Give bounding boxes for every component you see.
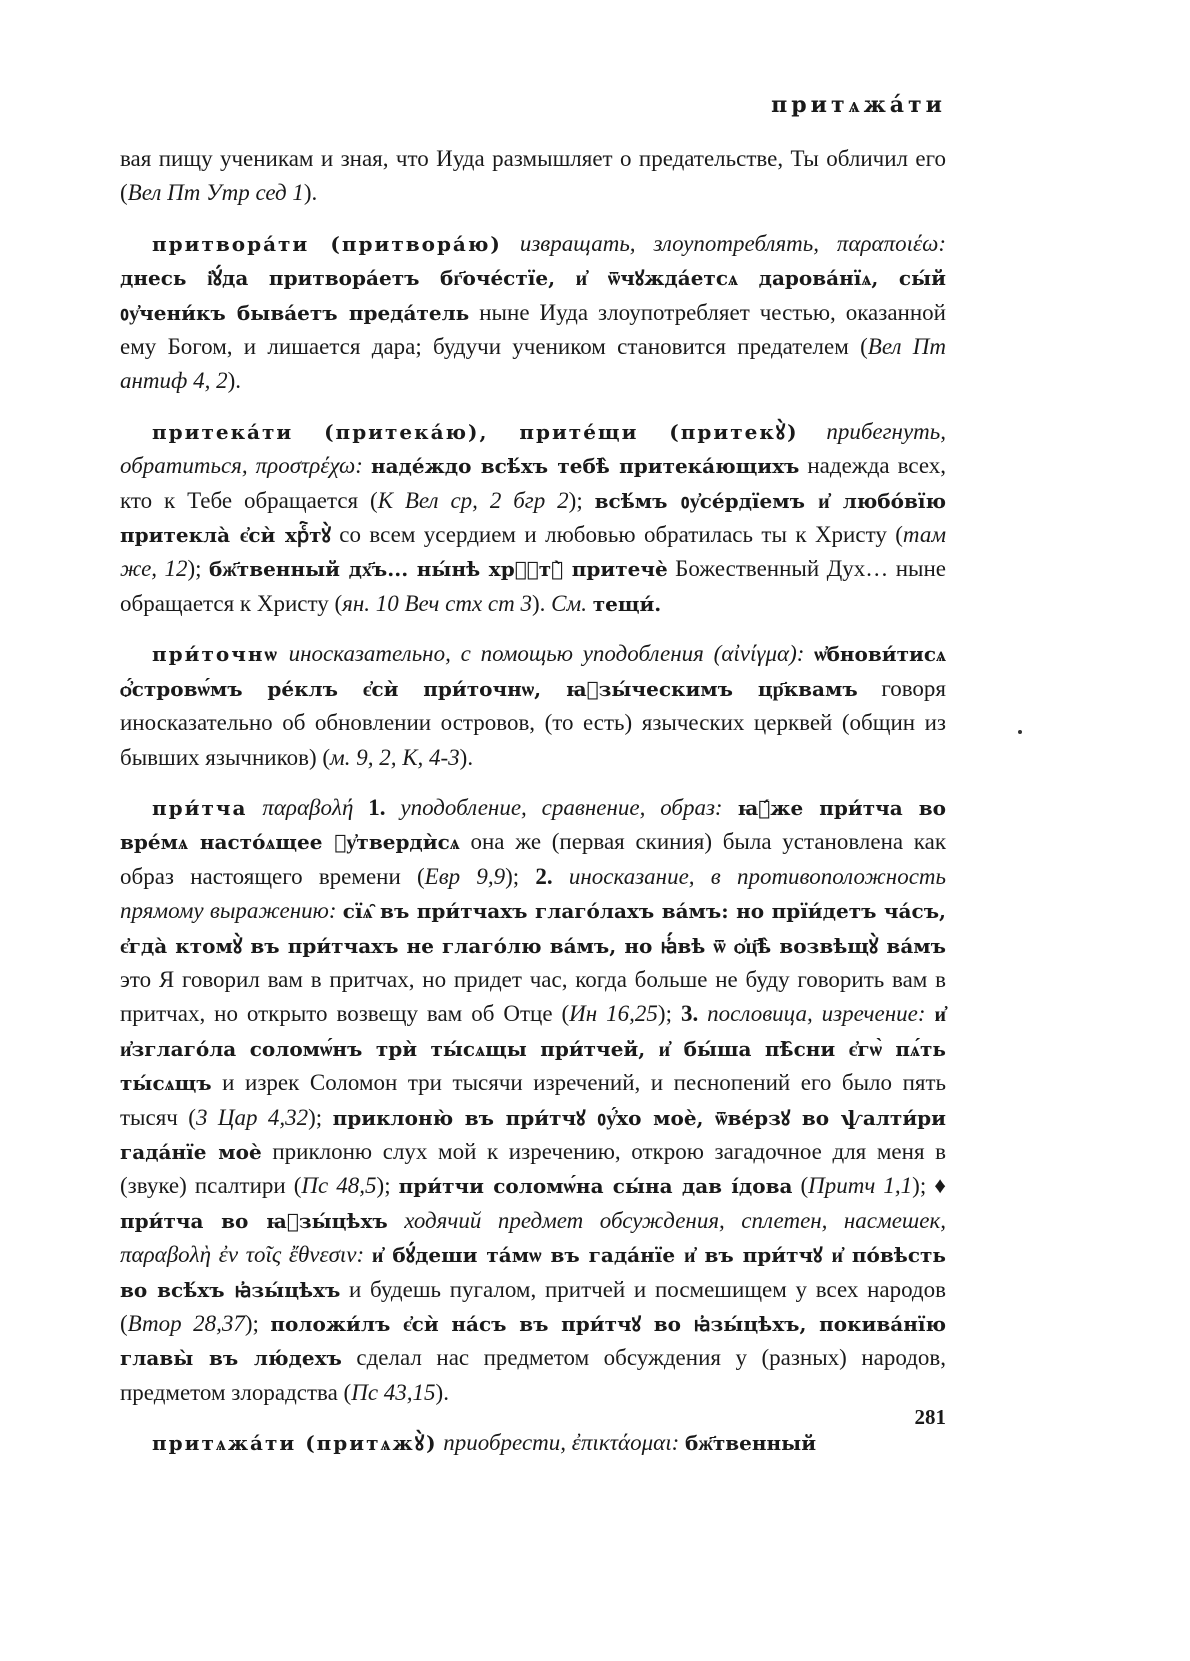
punct: ); — [308, 1104, 323, 1130]
definition: иносказание, в противоположность прямому выражению: — [120, 863, 946, 924]
reference: Притч 1,1 — [808, 1173, 913, 1199]
punct: ); — [568, 487, 583, 513]
entry-pritiazhati — [120, 1426, 946, 1460]
idiom-marker-icon: ♦ — [934, 1173, 947, 1199]
translation: это Я говорил вам в притчах, но придет час, когда больше не буду говорить вам в притчах, но открыто возвещу вам об Отце ( — [120, 966, 946, 1027]
punct: ); — [912, 1173, 927, 1199]
definition: иносказательно, с помощью уподобления — [288, 641, 704, 667]
church-slavonic-quote: наде́ждо всѣ́хъ тебѣ̀ притека́ющихъ — [370, 454, 800, 479]
reference: там же, 12 — [120, 522, 946, 582]
print-speck — [1018, 730, 1022, 734]
punct: ); — [376, 1173, 391, 1199]
church-slavonic-quote: бж҃твенный — [685, 1431, 817, 1456]
punct: ); — [657, 1001, 672, 1027]
translation: она же (первая скиния) была установлена как образ настоящего времени ( — [120, 829, 947, 889]
idiom-phrase: при́тча во ꙗ҆зы́цѣхъ — [120, 1208, 388, 1233]
punct: ). — [303, 180, 318, 206]
church-slavonic-quote: сїѧ̑ въ при́тчахъ глаго́лахъ ва́мъ: но прїи́детъ ча́съ, є҆гда̀ ктомꙋ̀ въ при́тчахъ не глаго́лю ва́мъ, но ꙗ҆́вѣ ѿ ѻ҆ц҃ѣ̀ возвѣщꙋ̀ ва́мъ — [120, 899, 946, 958]
greek-equivalent: προστρέχω: — [255, 453, 363, 479]
translation: Божественный Дух… ныне обращается к Христу ( — [120, 556, 946, 616]
running-head: притѧжа́ти — [771, 92, 946, 118]
entry-pritekati — [120, 415, 946, 621]
church-slavonic-quote: ѡ҆бнови́тисѧ ѻ҆́стровѡ́мъ ре́клъ є҆сѝ при́точнѡ, ꙗ҆зы́ческимъ цр҃квамъ — [120, 642, 947, 701]
entry-pritcha — [120, 791, 946, 1410]
church-slavonic-quote: всѣ́мъ ᲂу҆се́рдїемъ и҆ любо́вїю притекла̀ є҆сѝ хрⷭ҇тꙋ̀ — [120, 488, 946, 548]
entry-pritvorati — [120, 227, 946, 399]
church-slavonic-quote: ꙗ҆́же при́тча во вре́мѧ насто́ѧщее ᲂу҆твердѝсѧ — [120, 795, 947, 855]
page-body — [120, 142, 946, 1477]
definition: уподобление, сравнение, образ: — [400, 794, 723, 820]
church-slavonic-quote: при́тчи соломѡ́на сы́на дав і́дова — [398, 1174, 793, 1199]
translation: со всем усердием и любовью обратилась ты к Христу ( — [339, 522, 903, 548]
translation: сделал нас предметом обсуждения у (разных) народов, предметом злорадства ( — [120, 1345, 947, 1405]
headword: при́точнѡ — [152, 642, 279, 667]
greek-equivalent: παραβολὴ ἐν τοῖς ἔθνεσιν: — [120, 1242, 365, 1268]
translation: говоря иносказательно об обновлении островов, (то есть) языческих церквей (общин из бывших язычников) ( — [120, 675, 946, 770]
definition: приобрести, — [443, 1430, 567, 1456]
headword: притека́ти (притека́ю), прите́щи (притекꙋ̀) — [152, 419, 799, 444]
sense-number: 1. — [368, 794, 386, 820]
reference: ян. 10 Веч стх ст 3 — [342, 590, 532, 616]
reference: Вел Пт Утр сед 1 — [127, 180, 304, 206]
definition: пословица, изречение: — [707, 1001, 926, 1027]
reference: Ин 16,25 — [569, 1001, 658, 1027]
dictionary-page — [120, 0, 946, 1661]
greek-equivalent: (αἰνίγμα): — [713, 641, 805, 667]
punct: ). — [532, 590, 546, 616]
greek-equivalent: ἐπικτάομαι: — [571, 1430, 680, 1456]
punct: ); — [244, 1311, 259, 1336]
definition: прибегнуть, обратиться, — [120, 418, 947, 479]
translation: и изрек Соломон три тысячи изречений, и песнопений его было пять тысяч ( — [120, 1070, 947, 1130]
see-also-target: тещи́. — [592, 591, 662, 616]
church-slavonic-quote: положи́лъ є҆сѝ на́съ въ при́тчꙋ во ꙗ҆зы́цѣхъ, покива́нїю главы̀ въ лю́дехъ — [120, 1312, 946, 1371]
headword: притѧжа́ти (притѧжꙋ̀) — [152, 1431, 438, 1456]
reference: Евр 9,9 — [424, 863, 506, 889]
reference: Пс 48,5 — [301, 1173, 377, 1199]
entry-continuation — [120, 142, 946, 211]
reference: 3 Цар 4,32 — [195, 1104, 309, 1130]
reference: м. 9, 2, К, 4-3 — [330, 744, 460, 770]
reference: Пс 43,15 — [351, 1379, 436, 1405]
punct: ); — [505, 863, 520, 889]
sense-number: 2. — [535, 863, 553, 889]
church-slavonic-quote: бж҃твенный дх҃ъ... ны́нѣ хрⷭ҇тꙋ̀ притечѐ — [208, 557, 668, 582]
reference: Вел Пт антиф 4, 2 — [120, 334, 946, 394]
headword: при́тча — [152, 795, 248, 820]
church-slavonic-quote: и҆ бꙋ́деши та́мѡ въ гада́нїе и҆ въ при́тчꙋ и҆ по́вѣсть во всѣ́хъ ꙗ҆зы́цѣхъ — [120, 1243, 946, 1302]
church-slavonic-quote: днесь і҆ꙋ́да притвора́етъ бг҃оче́стїе, и҆ ѿчꙋжда́етсѧ дарова́нїѧ, сы́й ᲂу҆чени́къ быва́етъ преда́тель — [120, 266, 946, 325]
church-slavonic-quote: приклоню̀ въ при́тчꙋ ᲂу҆́хо моѐ, ѿве́рзꙋ во ѱалти́ри гада́нїе моѐ — [120, 1105, 946, 1164]
reference: К Вел ср, 2 бгр 2 — [377, 487, 569, 513]
translation: ныне Иуда злоупотребляет честью, оказанной ему Богом, и лишается дара; будучи учеником становится предателем ( — [120, 299, 946, 360]
definition: извращать, злоупотреблять, — [519, 230, 819, 256]
greek-equivalent: παραποιέω: — [836, 230, 947, 256]
see-also-label: См. — [551, 590, 587, 616]
translation: приклоню слух мой к изречению, открою загадочное для меня в (звуке) псалтири ( — [120, 1138, 947, 1199]
page-number: 281 — [914, 1405, 946, 1429]
church-slavonic-quote: и҆ и҆зглаго́ла соломѡ́нъ трѝ ты́сѧщы при́тчей, и҆ бы́ша пѣ̑сни є҆гѡ̀ пѧ́ть ты́сѧщъ — [120, 1002, 947, 1096]
entry-text: вая пищу ученикам и зная, что Иуда размышляет о предательстве, Ты обличил его ( — [120, 146, 946, 206]
punct: ). — [227, 368, 242, 394]
translation: ( — [800, 1173, 809, 1199]
greek-equivalent: παραβολή — [262, 794, 354, 820]
headword: притвора́ти (притвора́ю) — [152, 231, 502, 256]
punct: ). — [459, 744, 474, 770]
reference: Втор 28,37 — [127, 1311, 245, 1336]
punct: ); — [187, 556, 202, 582]
definition: ходячий предмет обсуждения, сплетен, насмешек, — [404, 1207, 946, 1233]
translation: надежда всех, кто к Тебе обращается ( — [120, 453, 947, 513]
punct: ). — [435, 1379, 449, 1405]
sense-number: 3. — [680, 1001, 699, 1027]
translation: и будешь пугалом, притчей и посмешищем у всех народов ( — [120, 1276, 946, 1336]
entry-pritochno — [120, 637, 946, 775]
